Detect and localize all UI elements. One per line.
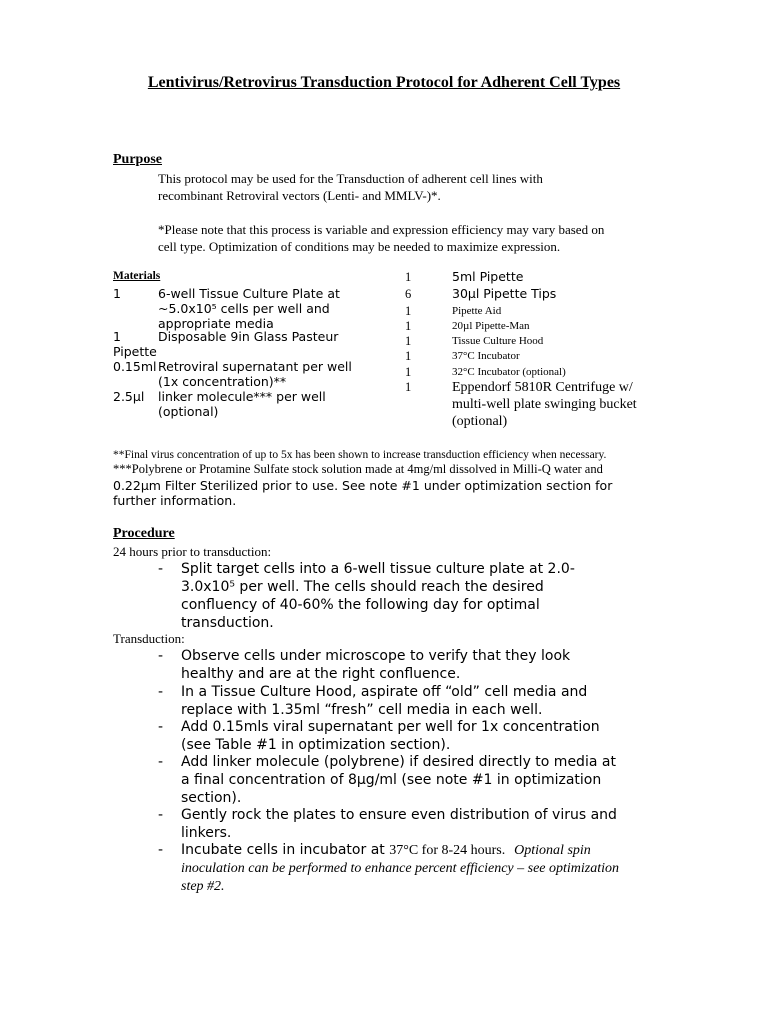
purpose-heading: Purpose (113, 152, 162, 167)
step-line: Gently rock the plates to ensure even distribution of virus and (181, 807, 617, 823)
purpose-note-line-1: *Please note that this process is variable and expression efficiency may vary based on (158, 222, 605, 237)
material-qty: 0.15ml (113, 359, 157, 374)
procedure-subheading-prior: 24 hours prior to transduction: (113, 544, 272, 559)
step-line: healthy and are at the right confluence. (181, 666, 461, 682)
step-line: transduction. (181, 615, 274, 631)
material-item-line: (optional) (158, 404, 219, 419)
bullet-dash: - (158, 807, 164, 823)
step-line: replace with 1.35ml “fresh” cell media in each well. (181, 702, 543, 718)
purpose-text-1-line-1: This protocol may be used for the Transduction of adherent cell lines with (158, 171, 543, 186)
material-item (158, 389, 363, 419)
material-item-line: appropriate media (158, 316, 274, 331)
step-line: confluency of 40-60% the following day for optimal (181, 597, 540, 613)
material-item-line: Retroviral supernatant per well (158, 359, 352, 374)
purpose-note-line-2: cell type. Optimization of conditions may be needed to maximize expression. (158, 239, 561, 254)
material-item: 37°C Incubator (452, 350, 520, 362)
step-line-italic: step #2. (181, 879, 225, 894)
material-item-line: multi-well plate swinging bucket (452, 397, 637, 412)
material-item-line: Eppendorf 5810R Centrifuge w/ (452, 380, 633, 395)
material-qty: 1 (405, 270, 412, 284)
purpose-text-1 (158, 170, 658, 204)
material-item: 32°C Incubator (optional) (452, 366, 566, 378)
purpose-text-1-line-2: recombinant Retroviral vectors (Lenti- and MMLV-)*. (158, 188, 441, 203)
bullet-dash: - (158, 719, 164, 735)
material-item-line: 6-well Tissue Culture Plate at (158, 286, 340, 301)
material-item-line: (1x concentration)** (158, 374, 287, 389)
material-qty: 1 (405, 380, 412, 394)
material-item (158, 286, 363, 331)
footnote-2-line-2: 0.22µm Filter Sterilized prior to use. See note #1 under optimization section for (113, 477, 613, 493)
step-text-serif: 37°C for 8-24 hours. (389, 843, 506, 858)
step-line-italic: inoculation can be performed to enhance percent efficiency – see optimization (181, 861, 620, 876)
material-qty: 1 (405, 349, 412, 363)
materials-heading: Materials (113, 270, 161, 282)
purpose-note (158, 221, 658, 255)
step-line: a final concentration of 8µg/ml (see note #1 in optimization (181, 772, 602, 788)
step-line: Add 0.15mls viral supernatant per well for 1x concentration (181, 719, 600, 735)
procedure-heading: Procedure (113, 526, 175, 541)
footnote-2 (113, 462, 658, 509)
material-qty: 6 (405, 287, 412, 301)
footnote-2-line-3: further information. (113, 493, 237, 508)
material-item: Tissue Culture Hood (452, 335, 544, 347)
step-text-italic: Optional spin (514, 843, 591, 858)
step-line: (see Table #1 in optimization section). (181, 737, 451, 753)
material-item: Disposable 9in Glass Pasteur (158, 329, 339, 344)
material-item: 30µl Pipette Tips (452, 286, 557, 301)
step-line: linkers. (181, 825, 232, 841)
bullet-dash: - (158, 561, 164, 577)
step-line: section). (181, 790, 242, 806)
step-text: Incubate cells in incubator at (181, 842, 390, 858)
material-item-line: (optional) (452, 414, 508, 429)
step-line: In a Tissue Culture Hood, aspirate off “old” cell media and (181, 684, 588, 700)
step-line: Split target cells into a 6-well tissue culture plate at 2.0- (181, 561, 575, 577)
step-line (181, 841, 651, 860)
footnote-1-text: **Final virus concentration of up to 5x has been shown to increase transduction efficiency when necessary. (113, 449, 607, 461)
material-item-wrap: Pipette (113, 344, 157, 359)
material-qty: 1 (405, 334, 412, 348)
step-line: Observe cells under microscope to verify that they look (181, 648, 571, 664)
material-item: 5ml Pipette (452, 269, 524, 284)
material-item (158, 359, 363, 389)
material-item-line: linker molecule*** per well (158, 389, 326, 404)
material-qty: 1 (405, 304, 412, 318)
bullet-dash: - (158, 754, 164, 770)
bullet-dash: - (158, 648, 164, 664)
material-item: 20µl Pipette-Man (452, 320, 530, 332)
material-qty: 1 (113, 286, 121, 301)
material-qty: 2.5µl (113, 389, 145, 404)
procedure-subheading-transduction: Transduction: (113, 631, 185, 646)
bullet-dash: - (158, 842, 164, 858)
material-item-line: ~5.0x10⁵ cells per well and (158, 301, 330, 316)
step-line: 3.0x10⁵ per well. The cells should reach the desired (181, 579, 544, 595)
material-qty: 1 (405, 365, 412, 379)
footnote-2-line-1: ***Polybrene or Protamine Sulfate stock solution made at 4mg/ml dissolved in Milli-Q water and (113, 462, 603, 476)
material-qty: 1 (113, 329, 121, 344)
material-item (452, 379, 672, 430)
material-item: Pipette Aid (452, 305, 502, 317)
document-title: Lentivirus/Retrovirus Transduction Protocol for Adherent Cell Types (147, 74, 621, 91)
material-qty: 1 (405, 319, 412, 333)
step-line: Add linker molecule (polybrene) if desired directly to media at (181, 754, 616, 770)
bullet-dash: - (158, 684, 164, 700)
